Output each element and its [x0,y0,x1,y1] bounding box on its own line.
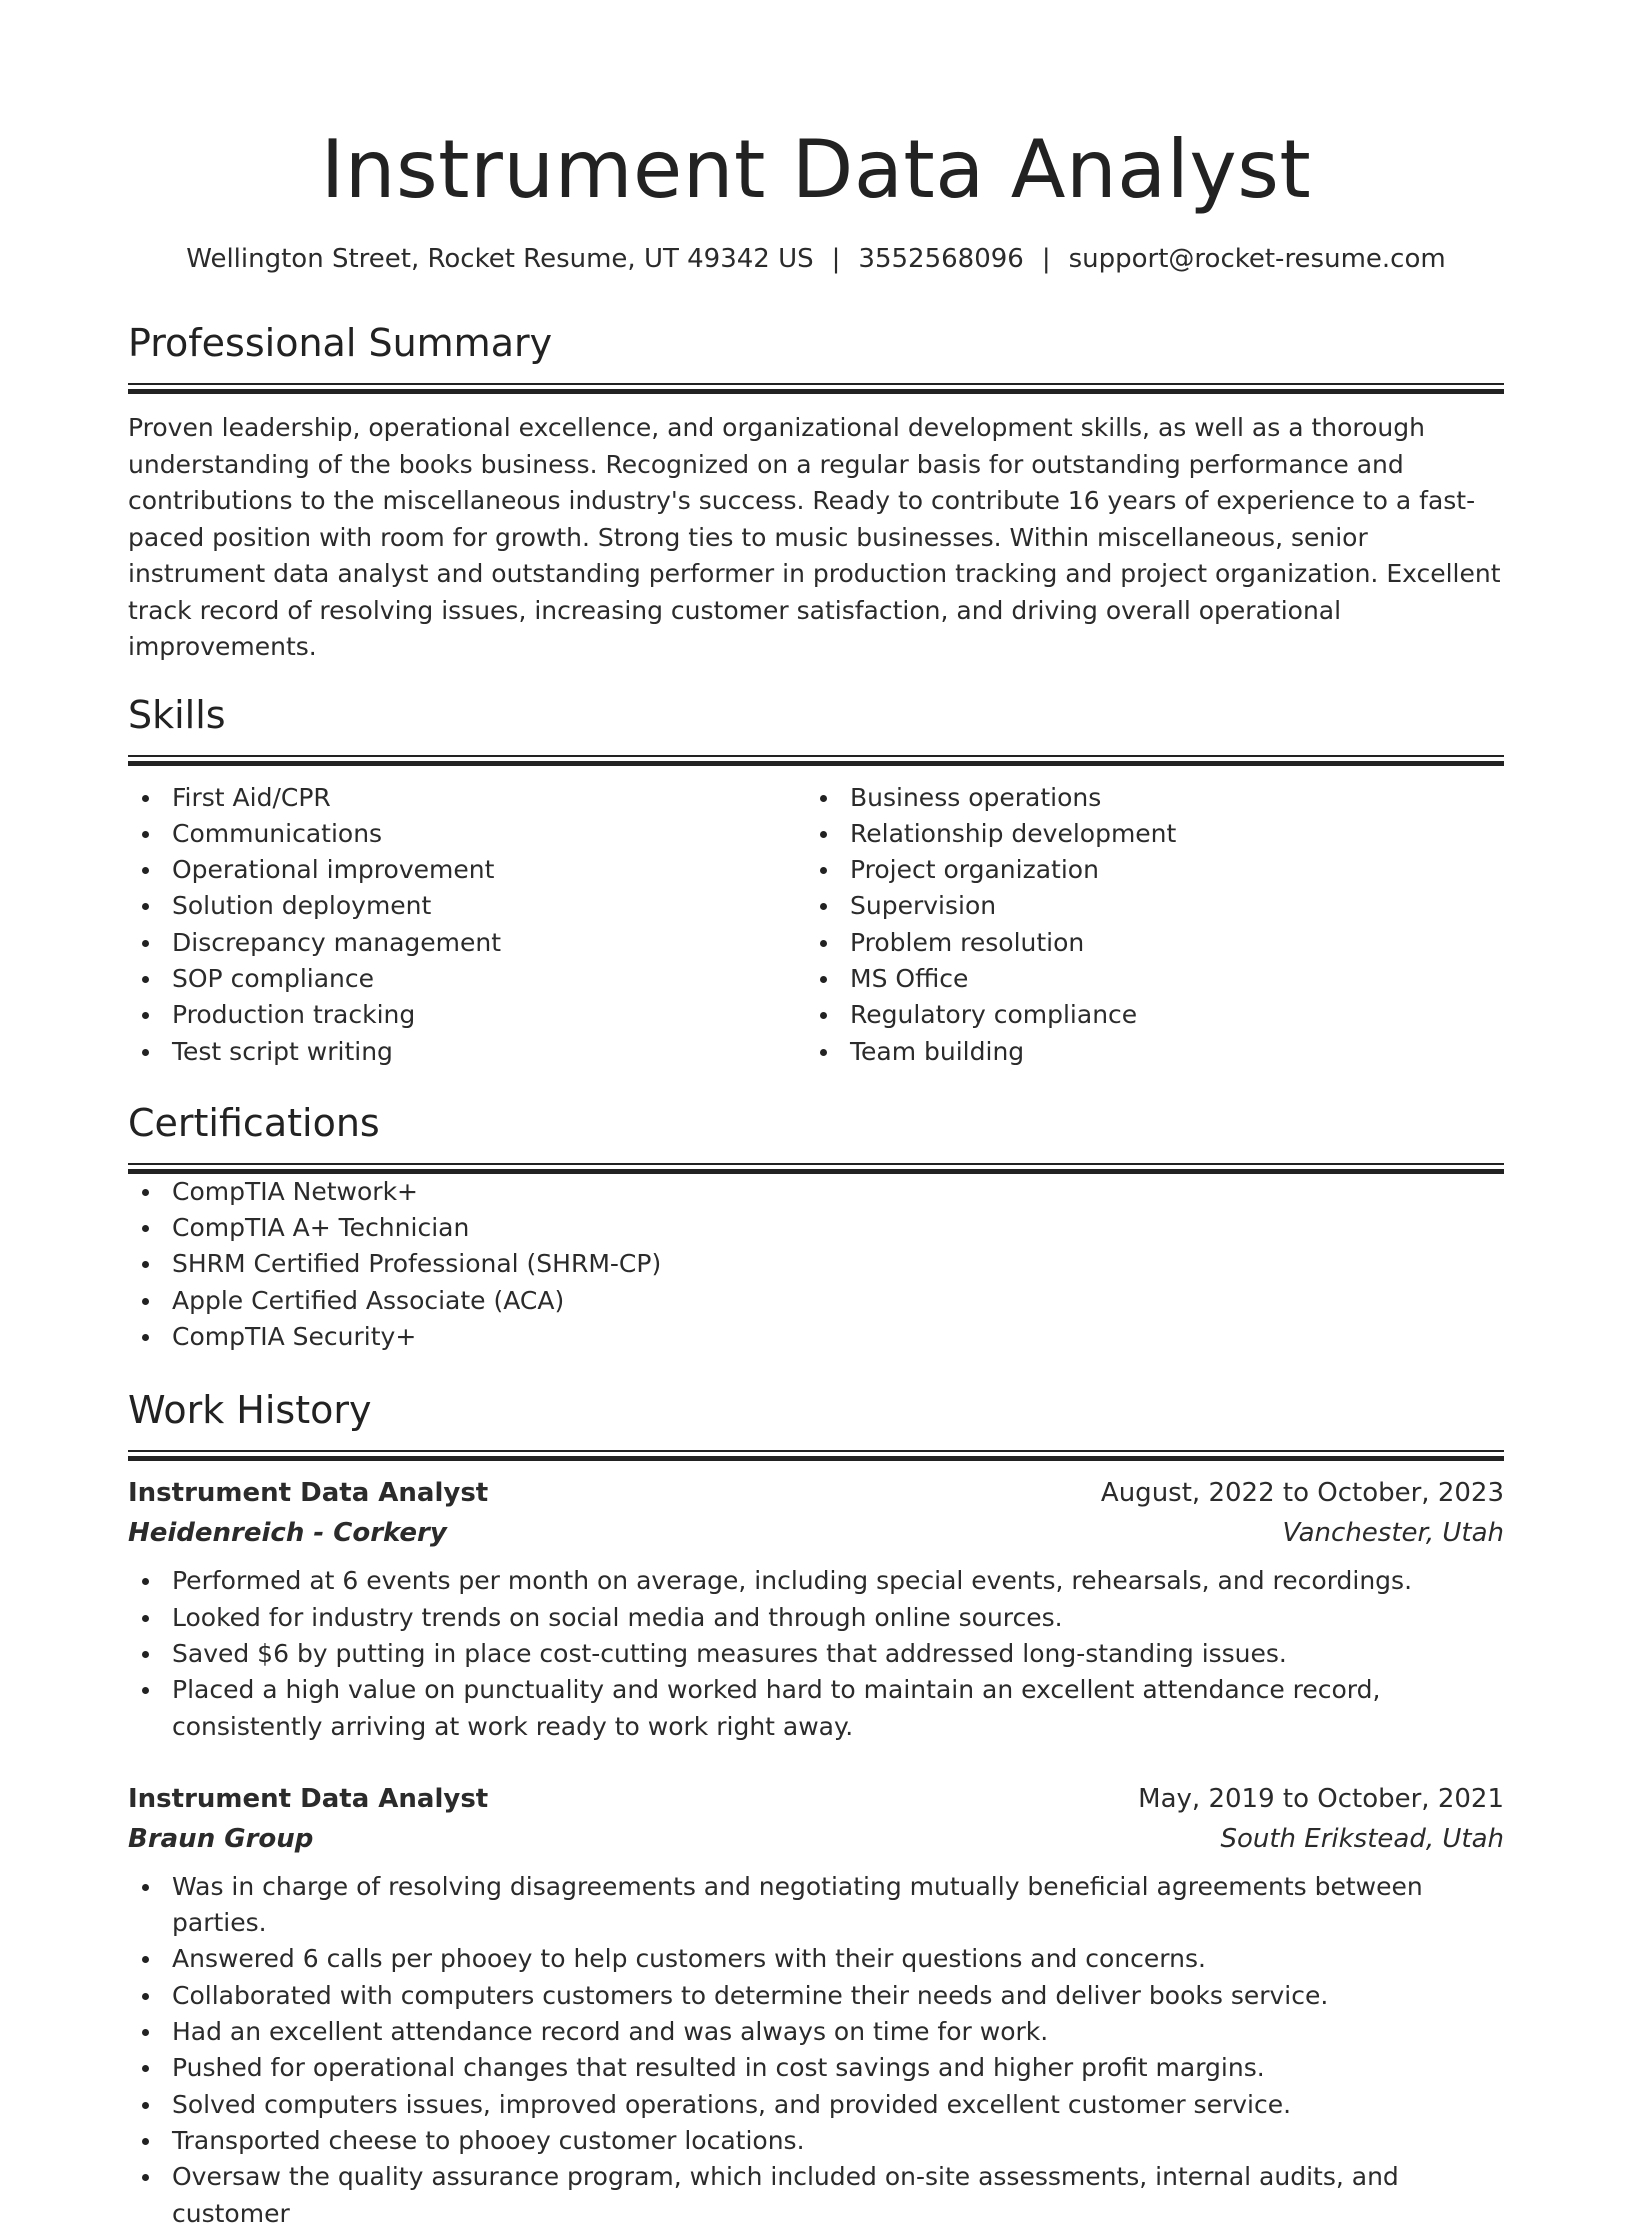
phone: 3552568096 [858,244,1024,274]
job-duties-list [128,1869,1504,2232]
contact-separator: | [1041,244,1051,274]
job-duty: Collaborated with computers customers to determine their needs and deliver books service. [128,1978,1504,2014]
job-duty: Transported cheese to phooey customer locations. [128,2123,1504,2159]
job-header-row [128,1473,1504,1513]
job-entry [128,1779,1504,2232]
job-dates: August, 2022 to October, 2023 [1100,1478,1504,1509]
contact-line [128,242,1504,276]
summary-text: Proven leadership, operational excellence, and organizational development skills, as well as a thorough understanding of the books business. Recognized on a regular basis for outstanding performance and contributions to the miscellaneous industry's success. Ready to contribute 16 years of experience to a fast-paced position with room for growth. Strong ties to music businesses. Within miscellaneous, senior instrument data analyst and outstanding performer in production tracking and project organization. Excellent track record of resolving issues, increasing customer satisfaction, and driving overall operational improvements. [128,413,1501,661]
skill-item: Communications [128,816,806,852]
job-location: Vanchester, Utah [1282,1518,1504,1549]
certification-item: CompTIA Security+ [128,1319,1504,1355]
section-title-certifications: Certifications [128,1100,380,1145]
summary-section [128,318,1504,666]
job-duty: Had an excellent attendance record and was always on time for work. [128,2014,1504,2050]
skill-item: MS Office [806,961,1484,997]
resume-page [128,0,1504,2232]
job-duty: Pushed for operational changes that resulted in cost savings and higher profit margins. [128,2050,1504,2086]
job-location: South Erikstead, Utah [1220,1823,1504,1854]
job-duty: Saved $6 by putting in place cost-cutting measures that addressed long-standing issues. [128,1636,1504,1672]
email: support@rocket-resume.com [1068,244,1446,274]
certification-item: CompTIA A+ Technician [128,1210,1504,1246]
job-company: Heidenreich - Corkery [128,1518,447,1549]
section-divider [128,755,1504,766]
work-history-section [128,1385,1504,2231]
job-entry [128,1473,1504,1744]
job-title: Instrument Data Analyst [128,1478,489,1509]
address: Wellington Street, Rocket Resume, UT 49342 US [186,244,814,274]
job-duty: Performed at 6 events per month on average, including special events, rehearsals, and recordings. [128,1563,1504,1599]
section-divider [128,1163,1504,1174]
job-duty: Was in charge of resolving disagreements and negotiating mutually beneficial agreements between parties. [128,1869,1504,1942]
skills-section [128,690,1504,1070]
section-title-work-history: Work History [128,1388,372,1433]
certifications-section [128,1098,1504,1355]
job-company-row [128,1513,1504,1553]
skill-item: Solution deployment [128,888,806,924]
skills-list-right [806,780,1484,1070]
section-divider [128,383,1504,394]
skill-item: Discrepancy management [128,925,806,961]
skill-item: Test script writing [128,1034,806,1070]
job-duty: Looked for industry trends on social media and through online sources. [128,1600,1504,1636]
certification-item: Apple Certified Associate (ACA) [128,1283,1504,1319]
contact-separator: | [831,244,841,274]
job-duty: Answered 6 calls per phooey to help customers with their questions and concerns. [128,1941,1504,1977]
job-company: Braun Group [128,1823,314,1854]
skill-item: Operational improvement [128,852,806,888]
skill-item: Relationship development [806,816,1484,852]
job-duty: Solved computers issues, improved operations, and provided excellent customer service. [128,2087,1504,2123]
job-company-row [128,1819,1504,1859]
skill-item: Supervision [806,888,1484,924]
job-dates: May, 2019 to October, 2021 [1138,1783,1504,1814]
certification-item: SHRM Certified Professional (SHRM-CP) [128,1246,1504,1282]
skill-item: Business operations [806,780,1484,816]
skills-list-left [128,780,806,1070]
skill-item: First Aid/CPR [128,780,806,816]
skills-columns [128,780,1504,1070]
skill-item: Project organization [806,852,1484,888]
candidate-name: Instrument Data Analyst [320,123,1312,216]
certifications-list [128,1174,1504,1355]
skill-item: Problem resolution [806,925,1484,961]
job-duties-list [128,1563,1504,1744]
job-header-row [128,1779,1504,1819]
job-duty: Oversaw the quality assurance program, which included on-site assessments, internal audits, and customer [128,2159,1504,2232]
job-title: Instrument Data Analyst [128,1783,489,1814]
skill-item: Regulatory compliance [806,997,1484,1033]
job-duty: Placed a high value on punctuality and worked hard to maintain an excellent attendance record, consistently arriving at work ready to work right away. [128,1672,1504,1745]
section-title-summary: Professional Summary [128,321,553,365]
section-title-skills: Skills [128,692,226,737]
skill-item: Production tracking [128,997,806,1033]
certification-item: CompTIA Network+ [128,1174,1504,1210]
section-divider [128,1450,1504,1461]
skill-item: SOP compliance [128,961,806,997]
skill-item: Team building [806,1034,1484,1070]
